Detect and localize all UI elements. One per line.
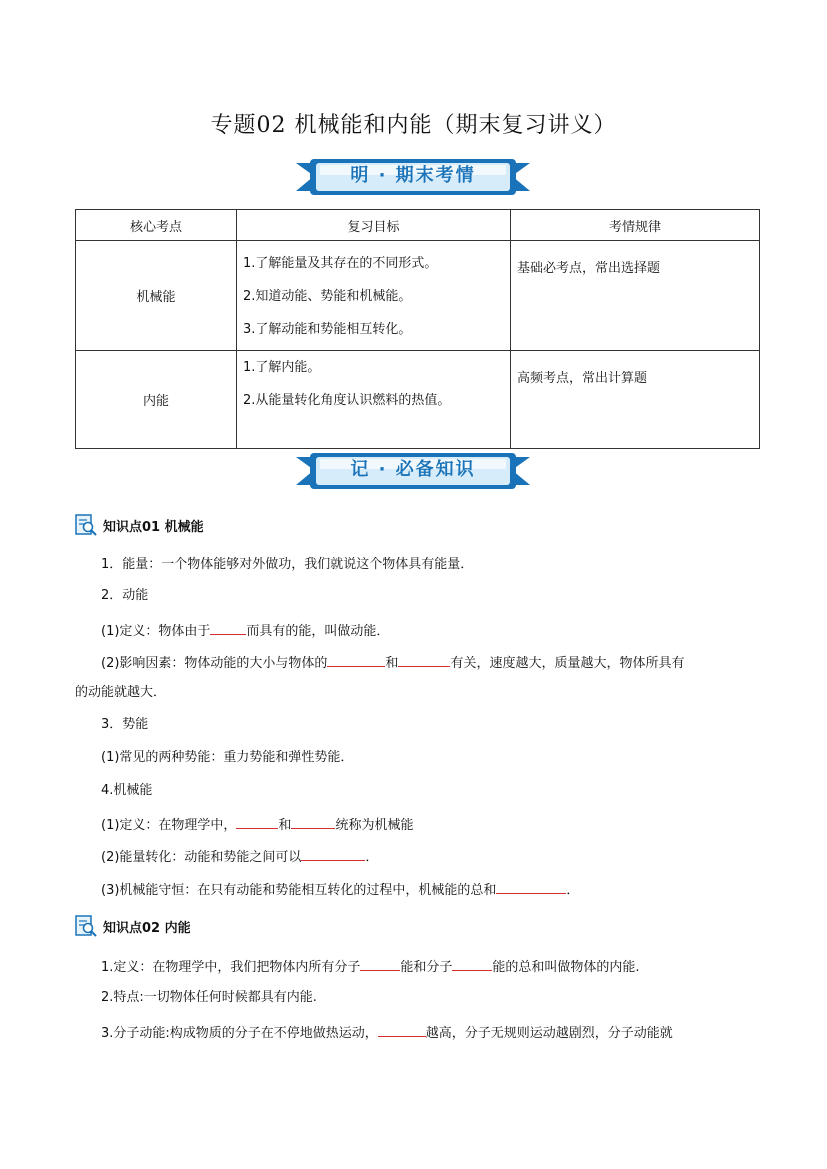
text-fragment: 有关，速度越大，质量越大，物体所具有 <box>450 656 685 671</box>
text-fragment: ． <box>566 883 580 898</box>
fill-blank <box>378 1022 426 1037</box>
fill-blank <box>301 846 365 861</box>
text-fragment: ． <box>365 850 379 865</box>
topic-cell: 内能 <box>76 351 237 449</box>
fill-blank <box>452 956 492 971</box>
goal-item: 3.了解动能和势能相互转化。 <box>243 322 412 337</box>
rule-cell <box>511 351 760 449</box>
goals-cell <box>237 241 511 351</box>
text-fragment: (2)影响因素：物体动能的大小与物体的 <box>101 656 328 671</box>
text-fragment: 越高，分子无规则运动越剧烈，分子动能就 <box>425 1026 673 1041</box>
table-row <box>76 241 760 351</box>
text-fragment: (3)机械能守恒：在只有动能和势能相互转化的过程中，机械能的总和 <box>101 883 497 898</box>
page-title: 专题02 机械能和内能（期末复习讲义） <box>210 113 617 138</box>
text-line: 的动能就越大． <box>75 685 167 700</box>
section-banner-knowledge <box>296 451 530 493</box>
header-review-goal: 复习目标 <box>237 210 511 241</box>
text-fragment: 能和分子 <box>400 960 453 975</box>
text-fragment: 和 <box>278 818 292 833</box>
rule-text: 基础必考点，常出选择题 <box>517 261 661 276</box>
fill-blank <box>327 652 385 667</box>
header-exam-pattern: 考情规律 <box>511 210 760 241</box>
knowledge-point-title: 知识点02 内能 <box>103 920 191 936</box>
text-fragment: 3.分子动能:构成物质的分子在不停地做热运动， <box>101 1026 378 1041</box>
section-banner-exam <box>296 157 530 199</box>
text-fragment: 而具有的能，叫做动能． <box>246 624 390 639</box>
header-core-topic: 核心考点 <box>76 210 237 241</box>
fill-blank <box>210 620 246 635</box>
text-fragment: (1)定义：在物理学中， <box>101 818 237 833</box>
goal-item: 1.了解内能。 <box>243 360 321 375</box>
text-line: 2.特点:一切物体任何时候都具有内能. <box>101 990 317 1005</box>
text-fragment: 1.定义：在物理学中，我们把物体内所有分子 <box>101 960 361 975</box>
text-fragment: 统称为机械能 <box>335 818 414 833</box>
text-line <box>75 1022 786 1043</box>
goal-item: 2.从能量转化角度认识燃料的热值。 <box>243 393 451 408</box>
review-plan-table <box>75 209 760 449</box>
text-line <box>75 620 786 641</box>
text-line: 1．能量：一个物体能够对外做功，我们就说这个物体具有能量． <box>101 557 474 572</box>
text-line <box>75 652 786 673</box>
table-header-row <box>76 210 760 241</box>
text-fragment: (1)定义：物体由于 <box>101 624 211 639</box>
text-line <box>75 846 786 867</box>
goals-cell <box>237 351 511 449</box>
goal-item: 2.知道动能、势能和机械能。 <box>243 289 412 304</box>
banner-title: 明 · 期末考情 <box>350 165 476 186</box>
fill-blank <box>360 956 400 971</box>
magnifier-document-icon <box>75 915 97 937</box>
fill-blank <box>398 652 450 667</box>
banner-title: 记 · 必备知识 <box>350 459 476 480</box>
topic-cell: 机械能 <box>76 241 237 351</box>
goal-item: 1.了解能量及其存在的不同形式。 <box>243 256 438 271</box>
text-fragment: (2)能量转化：动能和势能之间可以 <box>101 850 302 865</box>
knowledge-point-heading <box>75 915 191 937</box>
text-line <box>75 956 786 977</box>
text-line: 3．势能 <box>101 717 149 732</box>
fill-blank <box>291 814 335 829</box>
text-line: 2．动能 <box>101 588 149 603</box>
fill-blank <box>496 879 566 894</box>
rule-cell <box>511 241 760 351</box>
table-row <box>76 351 760 449</box>
knowledge-point-title: 知识点01 机械能 <box>103 519 204 535</box>
text-line <box>75 879 786 900</box>
text-line: (1)常见的两种势能：重力势能和弹性势能． <box>101 750 354 765</box>
text-line: 4.机械能 <box>101 783 153 798</box>
magnifier-document-icon <box>75 514 97 536</box>
fill-blank <box>236 814 278 829</box>
rule-text: 高频考点，常出计算题 <box>517 371 648 386</box>
text-fragment: 能的总和叫做物体的内能. <box>492 960 640 975</box>
knowledge-point-heading <box>75 514 204 536</box>
text-line <box>75 814 786 835</box>
text-fragment: 和 <box>385 656 399 671</box>
